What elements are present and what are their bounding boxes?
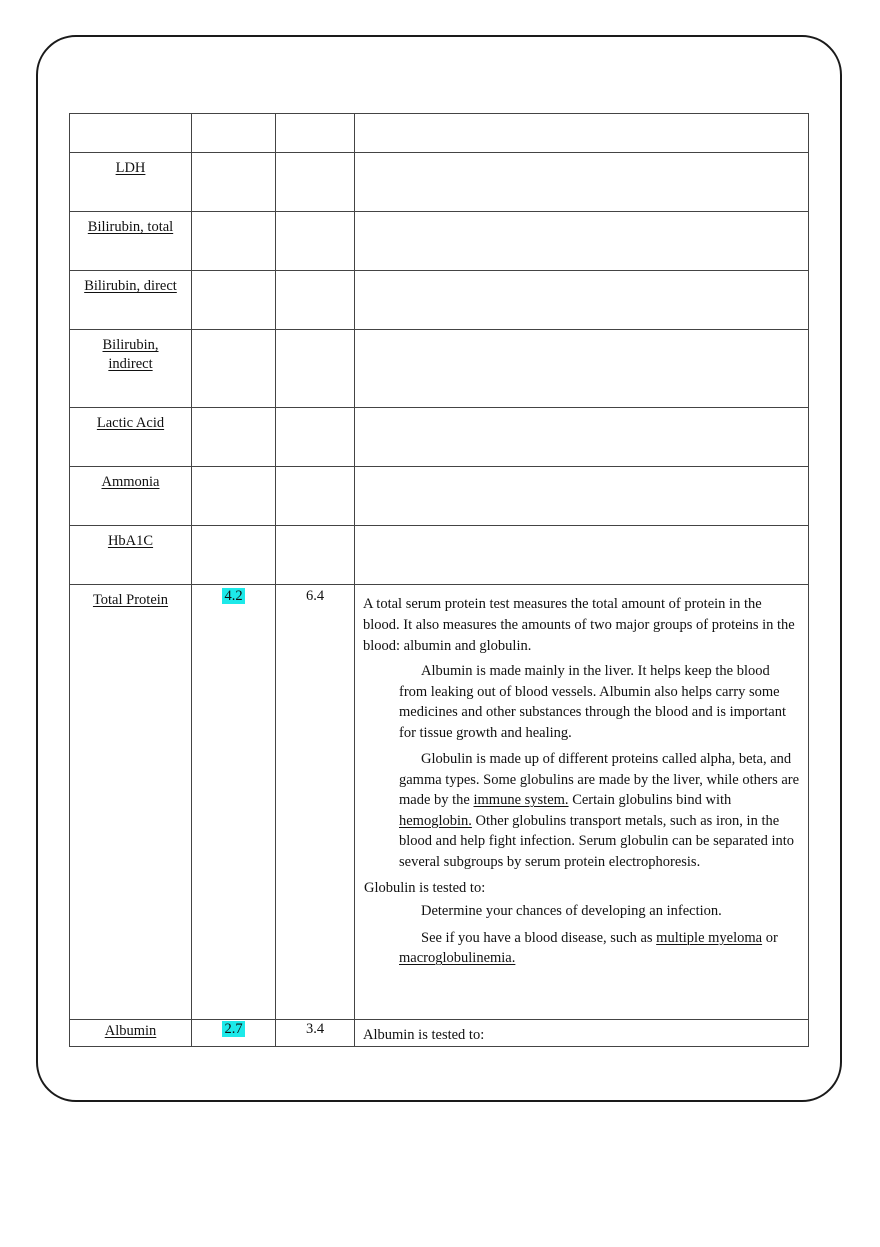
result-cell [192,153,276,212]
reference-cell [276,271,355,330]
test-name: HbA1C [107,533,154,549]
bullet-test-infection: Determine your chances of developing an infection. [362,901,800,922]
table-row-total-protein [70,585,809,1020]
description-cell [355,408,809,467]
description-cell [355,526,809,585]
immune-system-link[interactable]: immune system. [473,792,569,808]
lab-results-table [69,113,809,1047]
tested-heading: Globulin is tested to: [364,880,486,896]
table-row [70,467,809,526]
result-cell [192,330,276,408]
multiple-myeloma-link[interactable]: multiple myeloma [656,929,763,946]
bullet-marker-icon [375,661,384,682]
test-name: Bilirubin, total [87,219,174,235]
bullet-test-blood-disease: See if you have a blood disease, such as multiple myeloma or macroglobulinemia. [362,928,800,969]
reference-cell [276,467,355,526]
test-name-cell [70,585,192,1020]
test-name-cell [70,212,192,271]
hemoglobin-link[interactable]: hemoglobin. [399,812,472,829]
bullet-albumin: Albumin is made mainly in the liver. It helps keep the blood from leaking out of blood vessels. Albumin also helps carry some medicines and other substances through the blood and is important for tissue growth and healing. [362,661,800,743]
result-value-highlighted: 2.7 [224,1021,243,1037]
test-name: Bilirubin, direct [84,278,177,294]
table-row [70,212,809,271]
bullet-globulin: Globulin is made up of different proteins called alpha, beta, and gamma types. Some globulins are made by the liver, while others are made by the immune system. Certain globulins bind with hemoglobin. Other globulins transport metals, such as iron, in the blood and help fight infection. Serum globulin can be separated into several subgroups by serum protein electrophoresis. [362,749,800,872]
table-row [70,271,809,330]
test-name-cell [70,467,192,526]
test-name: Total Protein [92,592,169,608]
reference-cell [276,153,355,212]
bullet-marker-icon [375,901,384,922]
result-value-highlighted: 4.2 [224,588,243,604]
reference-cell [276,114,355,153]
description-cell [355,585,809,1020]
test-name-cell [70,408,192,467]
reference-cell [276,330,355,408]
reference-cell: 3.4 [276,1020,355,1047]
description-cell [355,330,809,408]
table-row [70,153,809,212]
description-cell [355,212,809,271]
result-cell [192,212,276,271]
description-cell [355,114,809,153]
description-cell: Albumin is tested to: [355,1020,809,1047]
result-cell [192,467,276,526]
test-name: Ammonia [101,474,160,490]
table-row [70,408,809,467]
reference-cell [276,526,355,585]
intro-paragraph: A total serum protein test measures the total amount of protein in the blood. It also measures the amounts of two major groups of proteins in the blood: albumin and globulin. [363,596,795,654]
test-name-cell [70,114,192,153]
reference-cell: 6.4 [276,585,355,1020]
description-cell [355,467,809,526]
reference-cell [276,408,355,467]
test-name: Bilirubin, indirect [102,337,159,372]
test-name: LDH [115,160,146,176]
result-cell [192,1020,276,1047]
macroglobulinemia-link[interactable]: macroglobulinemia. [399,950,516,966]
reference-cell [276,212,355,271]
test-name-cell [70,1020,192,1047]
result-cell [192,526,276,585]
table-row [70,330,809,408]
test-name-cell [70,153,192,212]
result-cell [192,114,276,153]
table-row-albumin [70,1020,809,1047]
test-name-cell [70,330,192,408]
bullet-marker-icon [375,928,384,949]
result-cell [192,271,276,330]
bullet-marker-icon [375,749,384,770]
result-cell [192,408,276,467]
test-name-cell [70,526,192,585]
test-name: Albumin [104,1023,157,1039]
description-cell [355,153,809,212]
table-row [70,114,809,153]
description-cell [355,271,809,330]
test-name-cell [70,271,192,330]
result-cell [192,585,276,1020]
test-name: Lactic Acid [96,415,165,431]
table-row [70,526,809,585]
